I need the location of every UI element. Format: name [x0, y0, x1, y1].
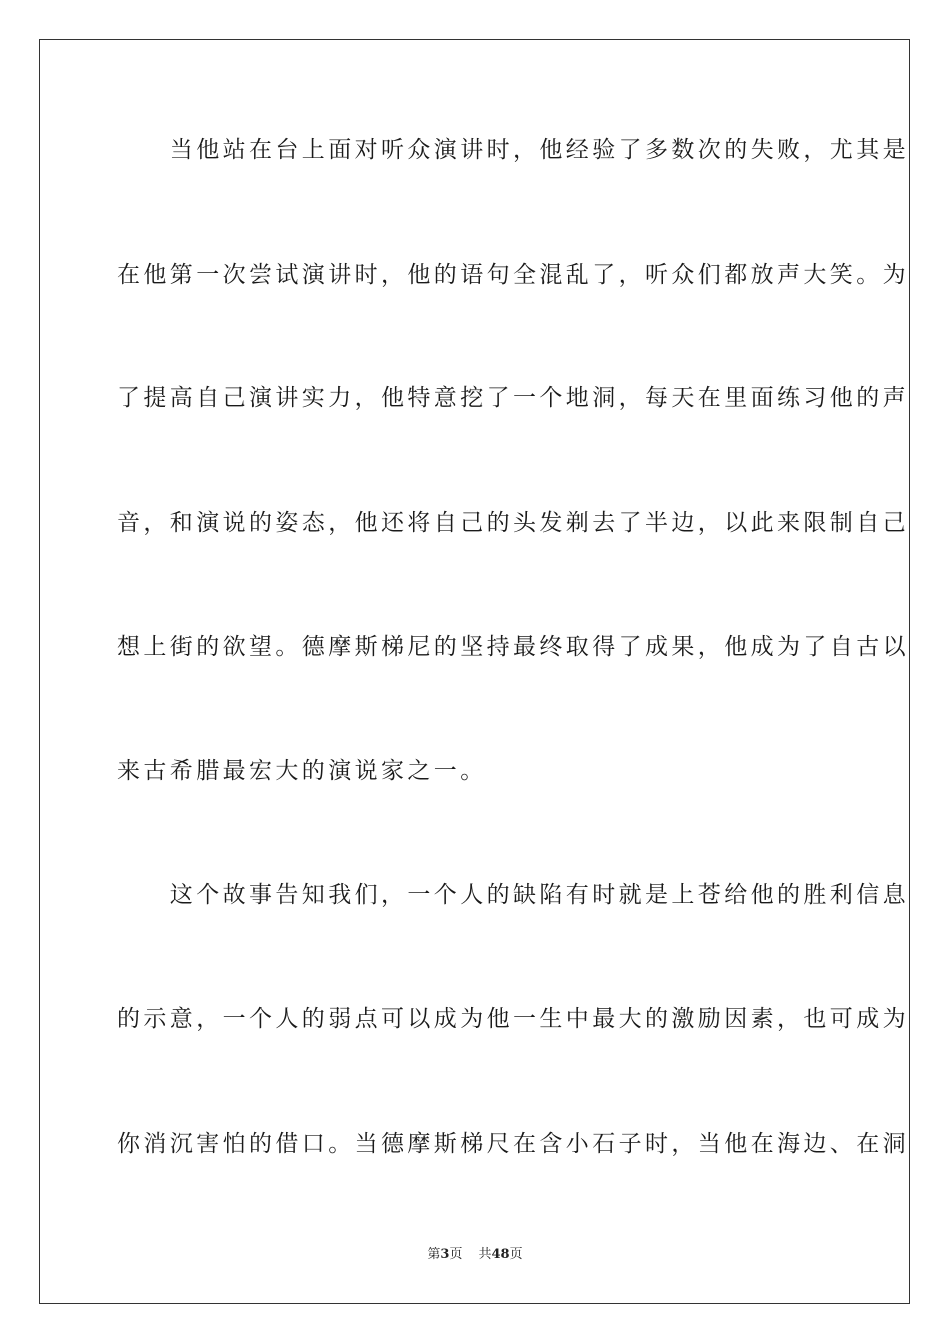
text-line-1: 当他站在台上面对听众演讲时，他经验了多数次的失败，尤其是 — [117, 137, 909, 163]
text-line-3: 了提高自己演讲实力，他特意挖了一个地洞，每天在里面练习他的声 — [117, 385, 909, 411]
footer-page-prefix: 第 — [427, 1247, 441, 1262]
page-footer — [0, 1246, 950, 1264]
footer-total-suffix: 页 — [509, 1247, 523, 1262]
text-line-8: 的示意，一个人的弱点可以成为他一生中最大的激励因素，也可成为 — [117, 1006, 909, 1032]
footer-page-suffix: 页 — [449, 1247, 463, 1262]
footer-total-number: 48 — [491, 1247, 510, 1262]
footer-total-prefix: 共 — [478, 1247, 492, 1262]
text-line-2: 在他第一次尝试演讲时，他的语句全混乱了，听众们都放声大笑。为 — [117, 262, 909, 288]
footer-page-number: 3 — [440, 1247, 450, 1262]
text-line-5: 想上街的欲望。德摩斯梯尼的坚持最终取得了成果，他成为了自古以 — [117, 634, 909, 660]
text-line-4: 音，和演说的姿态，他还将自己的头发剃去了半边，以此来限制自己 — [117, 510, 909, 536]
page-border — [39, 39, 910, 1304]
text-line-9: 你消沉害怕的借口。当德摩斯梯尺在含小石子时，当他在海边、在洞 — [117, 1131, 909, 1157]
text-line-7: 这个故事告知我们，一个人的缺陷有时就是上苍给他的胜利信息 — [117, 882, 909, 908]
text-line-6: 来古希腊最宏大的演说家之一。 — [117, 758, 487, 784]
